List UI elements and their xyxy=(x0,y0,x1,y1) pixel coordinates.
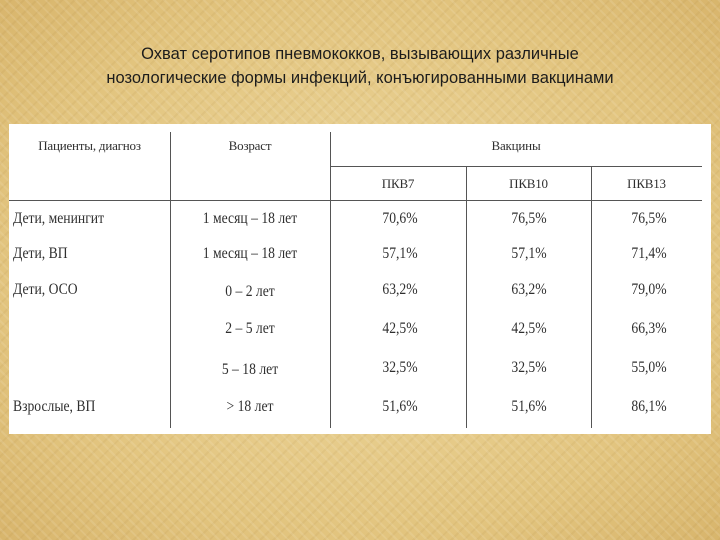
row-patient: Взрослые, ВП xyxy=(13,398,96,415)
row-age: 2 – 5 лет xyxy=(225,320,275,337)
row-pcv10: 57,1% xyxy=(511,245,547,262)
row-pcv13: 66,3% xyxy=(631,320,667,337)
row-pcv7: 51,6% xyxy=(382,398,418,415)
header-divider xyxy=(330,166,702,167)
row-pcv10: 76,5% xyxy=(511,210,547,227)
row-pcv10: 63,2% xyxy=(511,281,547,298)
column-divider xyxy=(591,166,592,428)
row-age: > 18 лет xyxy=(226,398,274,415)
row-pcv13: 55,0% xyxy=(631,359,667,376)
row-age: 0 – 2 лет xyxy=(225,283,275,300)
header-bottom-line xyxy=(9,200,702,201)
row-pcv13: 79,0% xyxy=(631,281,667,298)
row-patient: Дети, ОСО xyxy=(13,281,78,298)
row-pcv7: 63,2% xyxy=(382,281,418,298)
vaccine-coverage-table xyxy=(9,124,711,434)
row-pcv13: 71,4% xyxy=(631,245,667,262)
row-patient: Дети, менингит xyxy=(13,210,105,227)
row-age: 1 месяц – 18 лет xyxy=(202,210,298,227)
row-age: 5 – 18 лет xyxy=(221,361,279,378)
header-vaccines: Вакцины xyxy=(491,138,541,153)
row-pcv13: 86,1% xyxy=(631,398,667,415)
slide-title: Охват серотипов пневмококков, вызывающих различные нозологические формы инфекций, конъюгированными вакцинами xyxy=(106,45,614,87)
row-pcv13: 76,5% xyxy=(631,210,667,227)
header-pcv13: ПКВ13 xyxy=(627,176,666,191)
header-pcv10: ПКВ10 xyxy=(509,176,548,191)
row-patient: Дети, ВП xyxy=(13,245,68,262)
row-pcv7: 42,5% xyxy=(382,320,418,337)
column-divider xyxy=(170,132,171,428)
header-patients: Пациенты, диагноз xyxy=(38,138,141,153)
row-pcv7: 57,1% xyxy=(382,245,418,262)
row-pcv10: 51,6% xyxy=(511,398,547,415)
row-pcv7: 70,6% xyxy=(382,210,418,227)
row-age: 1 месяц – 18 лет xyxy=(202,245,298,262)
header-pcv7: ПКВ7 xyxy=(381,176,415,191)
column-divider xyxy=(466,166,467,428)
row-pcv10: 42,5% xyxy=(511,320,547,337)
header-age: Возраст xyxy=(228,138,272,153)
row-pcv10: 32,5% xyxy=(511,359,547,376)
row-pcv7: 32,5% xyxy=(382,359,418,376)
